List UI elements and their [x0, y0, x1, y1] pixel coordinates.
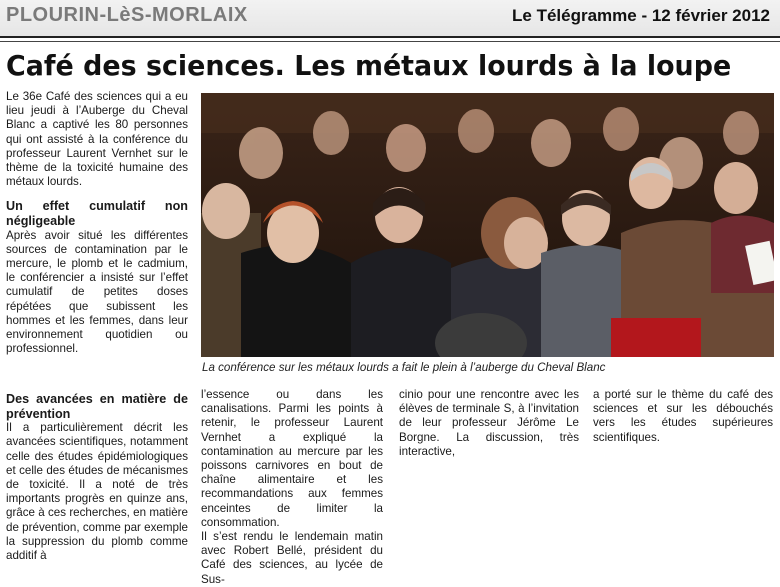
paragraph-student-meeting: cinio pour une rencontre avec les élèves de terminale S, à l’invitation de leur professeur Jérôme Le Borgne. La discussion, très interactive,: [399, 388, 579, 458]
article-headline: Café des sciences. Les métaux lourds à la loupe: [6, 49, 732, 82]
subheading-prevention: Des avancées en matière de prévention: [6, 392, 188, 421]
town-name: PLOURIN-LèS-MORLAIX: [6, 4, 248, 26]
article-column-5: [593, 388, 773, 445]
article-column-3: [201, 388, 383, 587]
paragraph-contamination: Après avoir situé les différentes sources de contamination par le mercure, le plomb et le cadmium, le conférencier a insisté sur l’effet cumulatif de petites doses répétées que subissent les hommes et les femmes, dans leur environnement quotidien ou professionnel.: [6, 228, 188, 356]
paragraph-advances: Il a particulièrement décrit les avancées scientifiques, notamment celle des études épidémiologiques et celle des études de mécanismes de toxicité. Il a noté de très importants progrès en quinze ans, grâce à ces recherches, en matière de prévention, comme par exemple la suppression du plomb comme additif à: [6, 421, 188, 563]
photo-caption: La conférence sur les métaux lourds a fait le plein à l’auberge du Cheval Blanc: [202, 361, 606, 374]
audience-photo-illustration: [201, 93, 774, 357]
paragraph-next-day-visit: Il s’est rendu le lendemain matin avec Robert Bellé, président du Café des sciences, au lycée de Sus-: [201, 530, 383, 586]
subheading-cumulative-effect: Un effet cumulatif non négligeable: [6, 199, 188, 229]
paragraph-key-points: l’essence ou dans les canalisations. Parmi les points à retenir, le professeur Laurent Vernhet a expliqué la contamination au mercure par les poissons carnivores en bout de chaîne alimentaire et les recommandations aux femmes enceintes de limiter la consommation.: [201, 388, 383, 529]
article-column-1: [6, 90, 188, 356]
article-column-2: [6, 392, 188, 563]
conference-audience-photo: [201, 93, 774, 357]
header-rule-thin: [0, 41, 780, 42]
newspaper-masthead: Le Télégramme - 12 février 2012: [512, 6, 770, 25]
header-rule: [0, 36, 780, 38]
paragraph-discussion-topics: a porté sur le thème du café des sciences et sur les débouchés vers les études supérieures scientifiques.: [593, 388, 773, 444]
article-column-4: [399, 388, 579, 459]
article-intro: Le 36e Café des sciences qui a eu lieu jeudi à l’Auberge du Cheval Blanc a captivé les 80 personnes qui ont assisté à la conférence du professeur Laurent Vernhet sur le thème de la toxicité humaine des métaux lourds.: [6, 90, 188, 189]
